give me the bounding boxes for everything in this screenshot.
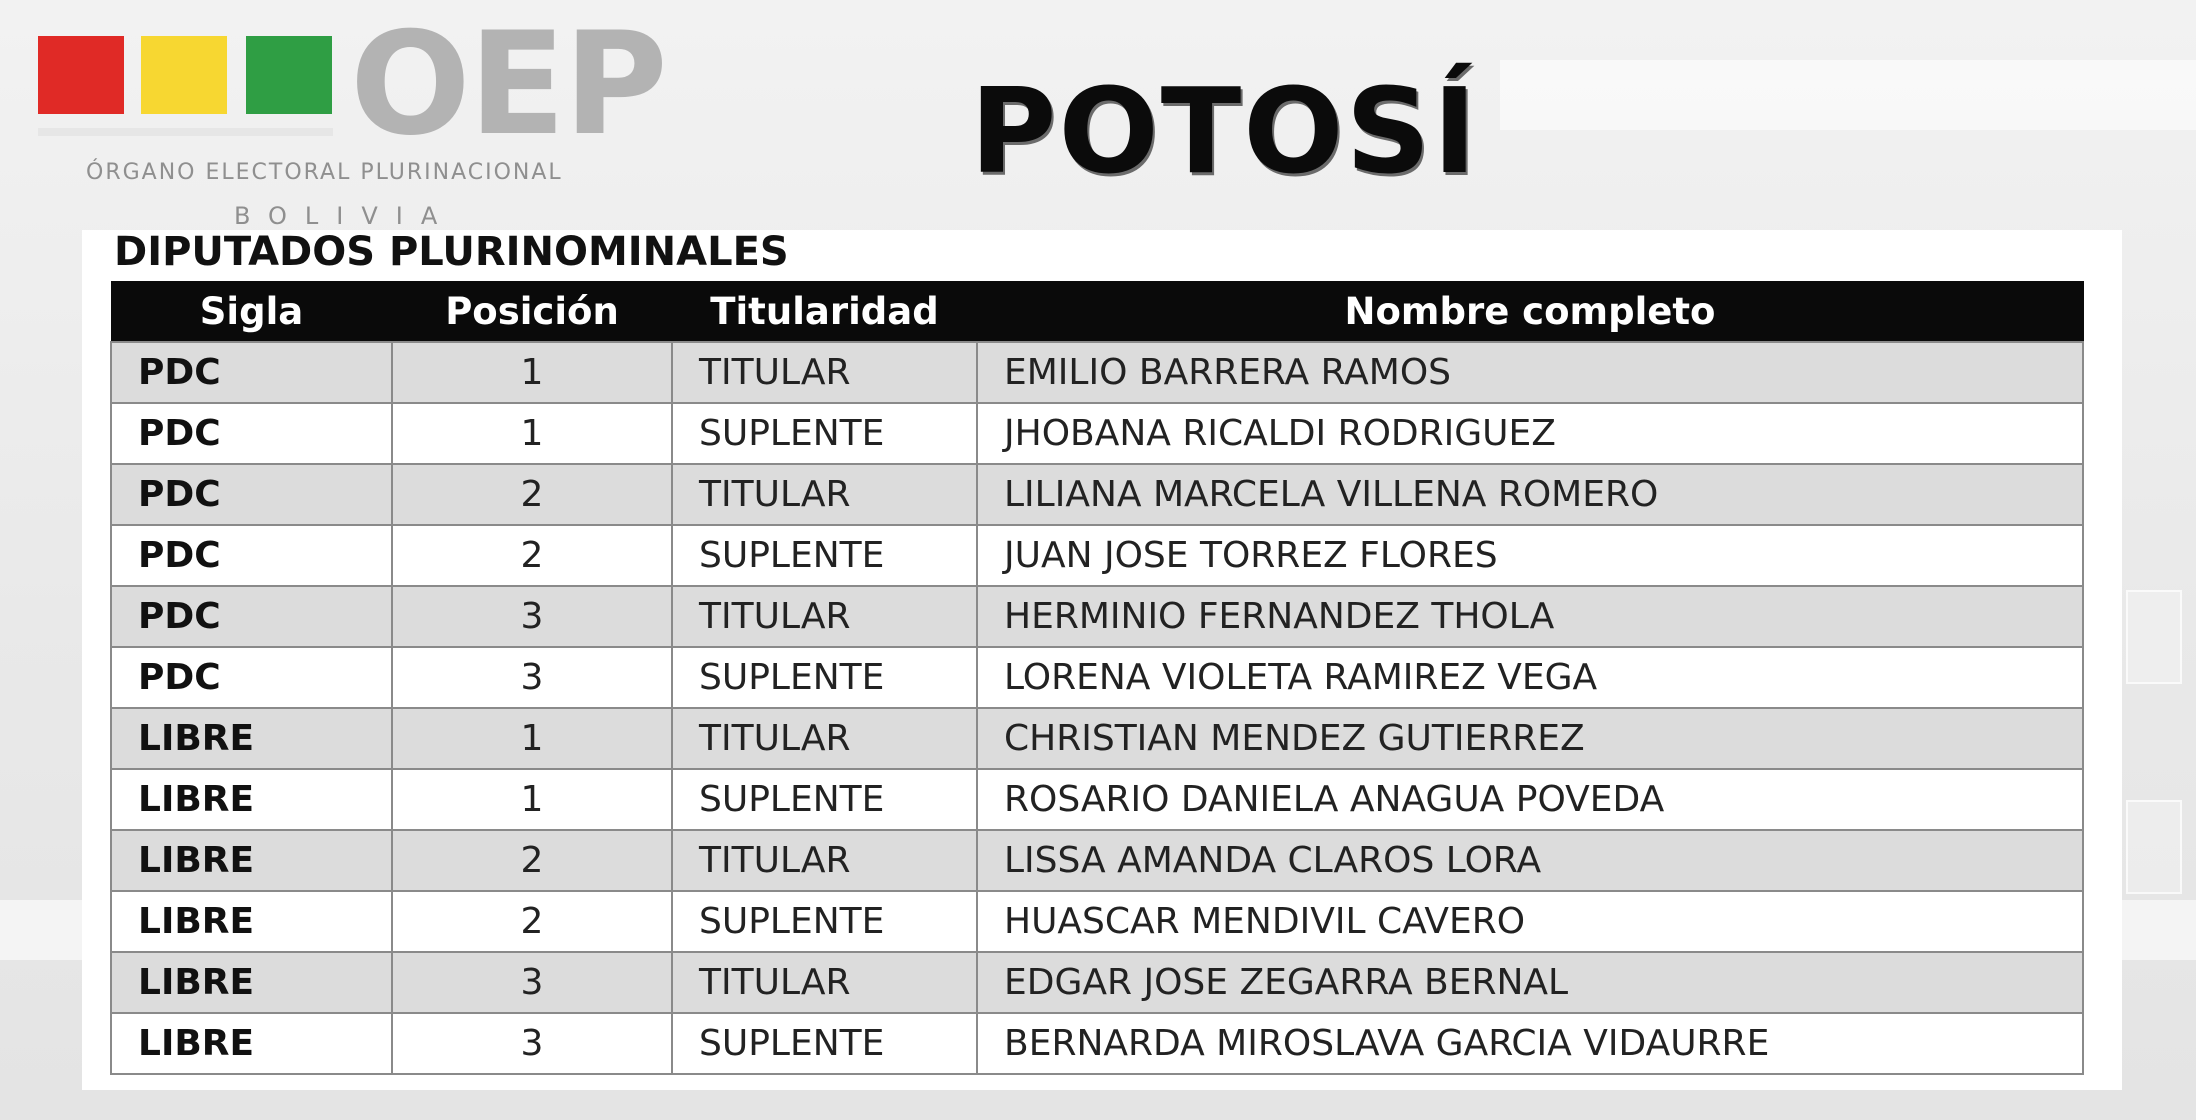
table-row [111, 342, 2083, 403]
table-row [111, 464, 2083, 525]
section-title: DIPUTADOS PLURINOMINALES [114, 229, 789, 275]
cell-sigla: LIBRE [111, 1013, 392, 1074]
cell-titularidad: SUPLENTE [672, 403, 977, 464]
background-box [2126, 800, 2182, 894]
cell-nombre: ROSARIO DANIELA ANAGUA POVEDA [977, 769, 2083, 830]
table-row [111, 708, 2083, 769]
cell-nombre: JHOBANA RICALDI RODRIGUEZ [977, 403, 2083, 464]
cell-posicion: 1 [392, 708, 672, 769]
logo-acronym: OEP [350, 2, 666, 167]
column-header-titularidad: Titularidad [672, 281, 977, 342]
background-box [2126, 590, 2182, 684]
cell-posicion: 3 [392, 952, 672, 1013]
cell-posicion: 3 [392, 586, 672, 647]
cell-nombre: LILIANA MARCELA VILLENA ROMERO [977, 464, 2083, 525]
column-header-posicion: Posición [392, 281, 672, 342]
cell-sigla: PDC [111, 342, 392, 403]
cell-posicion: 2 [392, 830, 672, 891]
cell-titularidad: SUPLENTE [672, 1013, 977, 1074]
cell-titularidad: TITULAR [672, 586, 977, 647]
table-row [111, 525, 2083, 586]
cell-sigla: LIBRE [111, 769, 392, 830]
logo-yellow-square [141, 36, 227, 114]
background-stripe [1500, 60, 2196, 130]
cell-titularidad: TITULAR [672, 464, 977, 525]
cell-posicion: 1 [392, 342, 672, 403]
cell-nombre: EDGAR JOSE ZEGARRA BERNAL [977, 952, 2083, 1013]
cell-sigla: LIBRE [111, 891, 392, 952]
cell-titularidad: TITULAR [672, 342, 977, 403]
cell-sigla: LIBRE [111, 830, 392, 891]
cell-nombre: JUAN JOSE TORREZ FLORES [977, 525, 2083, 586]
logo-green-square [246, 36, 332, 114]
page-title: POTOSÍ [970, 62, 1479, 200]
cell-titularidad: SUPLENTE [672, 647, 977, 708]
cell-nombre: HUASCAR MENDIVIL CAVERO [977, 891, 2083, 952]
column-header-nombre: Nombre completo [977, 281, 2083, 342]
logo-red-square [38, 36, 124, 114]
table-header-row [111, 281, 2083, 342]
logo-country: BOLIVIA [234, 202, 456, 230]
logo-underline [38, 128, 333, 136]
cell-posicion: 2 [392, 464, 672, 525]
cell-nombre: LISSA AMANDA CLAROS LORA [977, 830, 2083, 891]
cell-titularidad: TITULAR [672, 830, 977, 891]
cell-titularidad: SUPLENTE [672, 891, 977, 952]
cell-posicion: 3 [392, 1013, 672, 1074]
cell-sigla: PDC [111, 403, 392, 464]
table-row [111, 403, 2083, 464]
cell-titularidad: TITULAR [672, 708, 977, 769]
table-row [111, 952, 2083, 1013]
cell-nombre: HERMINIO FERNANDEZ THOLA [977, 586, 2083, 647]
cell-posicion: 2 [392, 525, 672, 586]
cell-posicion: 3 [392, 647, 672, 708]
cell-titularidad: SUPLENTE [672, 769, 977, 830]
oep-logo [38, 2, 718, 230]
column-header-sigla: Sigla [111, 281, 392, 342]
cell-sigla: PDC [111, 525, 392, 586]
table-row [111, 1013, 2083, 1074]
table-row [111, 830, 2083, 891]
table-row [111, 891, 2083, 952]
table-row [111, 586, 2083, 647]
logo-organization-name: ÓRGANO ELECTORAL PLURINACIONAL [86, 160, 563, 185]
cell-sigla: PDC [111, 586, 392, 647]
cell-posicion: 1 [392, 403, 672, 464]
cell-posicion: 2 [392, 891, 672, 952]
cell-nombre: EMILIO BARRERA RAMOS [977, 342, 2083, 403]
cell-nombre: CHRISTIAN MENDEZ GUTIERREZ [977, 708, 2083, 769]
cell-titularidad: TITULAR [672, 952, 977, 1013]
cell-titularidad: SUPLENTE [672, 525, 977, 586]
cell-sigla: PDC [111, 647, 392, 708]
candidates-table [110, 281, 2084, 1075]
cell-sigla: PDC [111, 464, 392, 525]
cell-posicion: 1 [392, 769, 672, 830]
cell-nombre: LORENA VIOLETA RAMIREZ VEGA [977, 647, 2083, 708]
cell-sigla: LIBRE [111, 952, 392, 1013]
cell-sigla: LIBRE [111, 708, 392, 769]
table-row [111, 769, 2083, 830]
cell-nombre: BERNARDA MIROSLAVA GARCIA VIDAURRE [977, 1013, 2083, 1074]
table-row [111, 647, 2083, 708]
